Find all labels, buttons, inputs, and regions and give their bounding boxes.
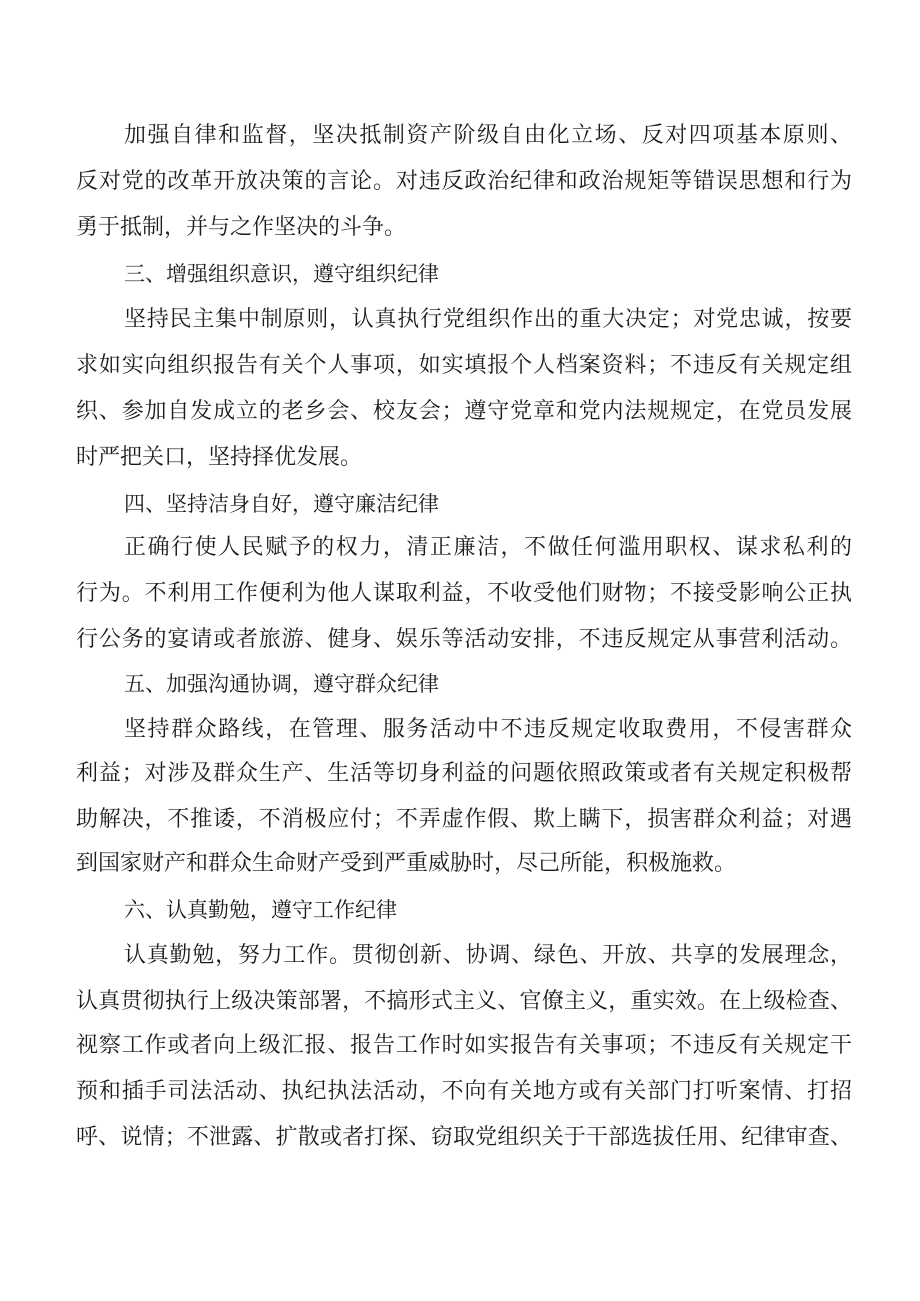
paragraph-line: 预和插手司法活动、执纪执法活动，不向有关地方或有关部门打听案情、打招	[76, 1079, 852, 1104]
paragraph-line: 求如实向组织报告有关个人事项，如实填报个人档案资料；不违反有关规定组	[76, 353, 852, 378]
section-heading: 三、增强组织意识，遵守组织纪律	[124, 262, 439, 286]
paragraph-line: 织、参加自发成立的老乡会、校友会；遵守党章和党内法规规定，在党员发展	[76, 399, 852, 424]
section-heading: 四、坚持洁身自好，遵守廉洁纪律	[124, 492, 439, 516]
paragraph-line: 时严把关口，坚持择优发展。	[76, 445, 363, 470]
paragraph-line: 视察工作或者向上级汇报、报告工作时如实报告有关事项；不违反有关规定干	[76, 1033, 852, 1058]
paragraph-line: 呼、说情；不泄露、扩散或者打探、窃取党组织关于干部选拔任用、纪律审查、	[76, 1125, 852, 1150]
section-heading: 五、加强沟通协调，遵守群众纪律	[124, 672, 439, 696]
paragraph-line: 助解决，不推诿，不消极应付；不弄虚作假、欺上瞒下，损害群众利益；对遇	[76, 807, 852, 832]
paragraph-line: 勇于抵制，并与之作坚决的斗争。	[76, 215, 407, 240]
paragraph-line: 反对党的改革开放决策的言论。对违反政治纪律和政治规矩等错误思想和行为	[76, 169, 852, 194]
section-heading: 六、认真勤勉，遵守工作纪律	[124, 898, 397, 922]
paragraph-line: 坚持群众路线，在管理、服务活动中不违反规定收取费用，不侵害群众	[124, 717, 852, 742]
paragraph-line: 正确行使人民赋予的权力，清正廉洁，不做任何滥用职权、谋求私利的	[124, 535, 852, 560]
paragraph-line: 利益；对涉及群众生产、生活等切身利益的问题依照政策或者有关规定积极帮	[76, 761, 852, 786]
paragraph-line: 认真贯彻执行上级决策部署，不搞形式主义、官僚主义，重实效。在上级检查、	[76, 989, 852, 1014]
paragraph-line: 加强自律和监督，坚决抵制资产阶级自由化立场、反对四项基本原则、	[124, 123, 852, 148]
paragraph-line: 坚持民主集中制原则，认真执行党组织作出的重大决定；对党忠诚，按要	[124, 307, 852, 332]
paragraph-line: 行为。不利用工作便利为他人谋取利益，不收受他们财物；不接受影响公正执	[76, 581, 852, 606]
paragraph-line: 行公务的宴请或者旅游、健身、娱乐等活动安排，不违反规定从事营利活动。	[76, 627, 852, 652]
paragraph-line: 认真勤勉，努力工作。贯彻创新、协调、绿色、开放、共享的发展理念，	[124, 943, 852, 968]
paragraph-line: 到国家财产和群众生命财产受到严重威胁时，尽己所能，积极施救。	[76, 851, 737, 876]
